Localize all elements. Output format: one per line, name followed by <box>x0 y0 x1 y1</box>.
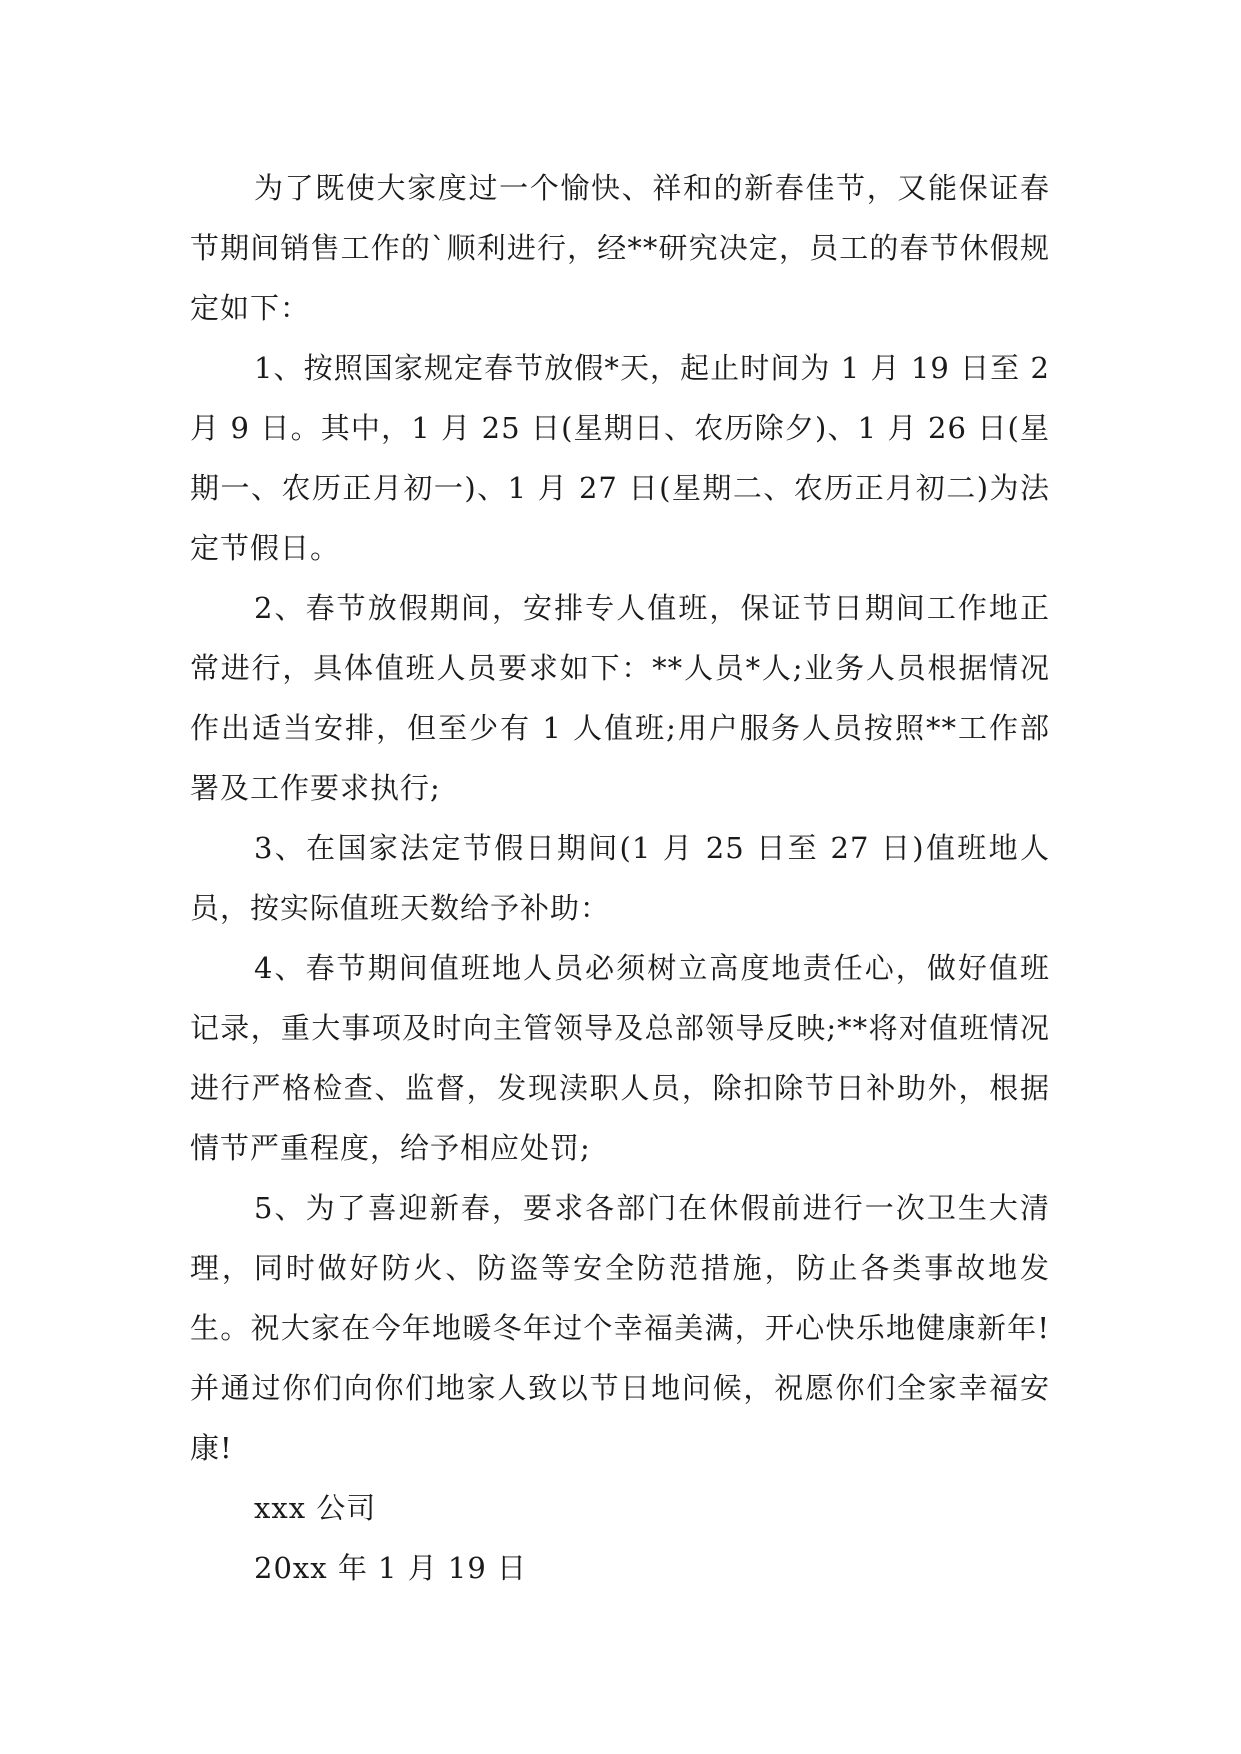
document-body <box>190 158 1050 1598</box>
signature-company: xxx 公司 <box>254 1491 377 1525</box>
paragraph-item-3: 3、在国家法定节假日期间(1 月 25 日至 27 日)值班地人员，按实际值班天数给予补助： <box>190 831 1050 925</box>
paragraph-item-4: 4、春节期间值班地人员必须树立高度地责任心，做好值班记录，重大事项及时向主管领导及总部领导反映;**将对值班情况进行严格检查、监督，发现渎职人员，除扣除节日补助外，根据情节严重程度，给予相应处罚; <box>190 951 1050 1165</box>
paragraph-item-2: 2、春节放假期间，安排专人值班，保证节日期间工作地正常进行，具体值班人员要求如下：**人员*人;业务人员根据情况作出适当安排，但至少有 1 人值班;用户服务人员按照**工作部署及工作要求执行; <box>190 591 1050 805</box>
signature-date: 20xx 年 1 月 19 日 <box>254 1551 528 1585</box>
paragraph-intro: 为了既使大家度过一个愉快、祥和的新春佳节，又能保证春节期间销售工作的`顺利进行，经**研究决定，员工的春节休假规定如下： <box>190 171 1050 325</box>
paragraph-item-5: 5、为了喜迎新春，要求各部门在休假前进行一次卫生大清理，同时做好防火、防盗等安全防范措施，防止各类事故地发生。祝大家在今年地暖冬年过个幸福美满，开心快乐地健康新年!并通过你们向你们地家人致以节日地问候，祝愿你们全家幸福安康! <box>190 1191 1050 1465</box>
paragraph-item-1: 1、按照国家规定春节放假*天，起止时间为 1 月 19 日至 2 月 9 日。其中，1 月 25 日(星期日、农历除夕)、1 月 26 日(星期一、农历正月初一)、1 月 27 日(星期二、农历正月初二)为法定节假日。 <box>190 351 1050 565</box>
